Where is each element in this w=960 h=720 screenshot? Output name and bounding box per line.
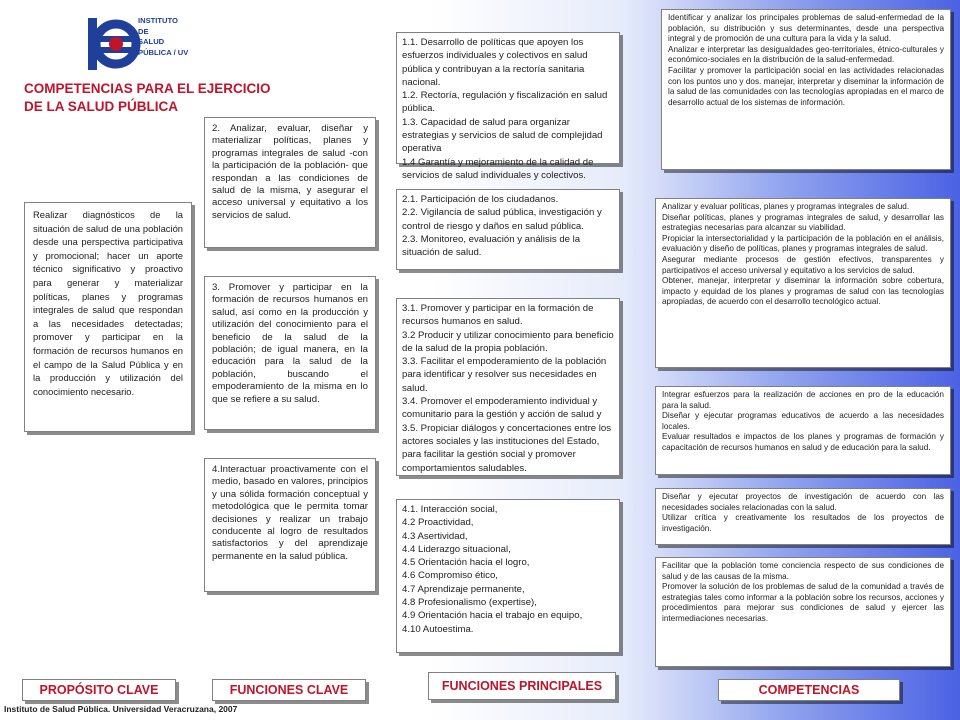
main-function-item: 1.3. Capacidad de salud para organizar estrategias y servicios de salud de complejidad operativa (402, 116, 603, 155)
main-function-item: 3.4. Promover el empoderamiento individual y comunitario para la gestión y acción de salud y (402, 396, 602, 421)
main-function-item: 4.9 Orientación hacia el trabajo en equipo, (402, 610, 583, 622)
logo-line: SALUD (138, 37, 165, 46)
main-function-item: 4.8 Profesionalismo (expertise), (402, 597, 537, 609)
competency-box (655, 198, 951, 368)
main-function-item: 1.1. Desarrollo de políticas que apoyen los esfuerzos individuales y colectivos en salud pública y contribuyan a la rectoría sanitaria nacional. (402, 37, 588, 88)
key-functions-column-label: FUNCIONES CLAVE (212, 679, 366, 701)
logo-line: INSTITUTO (138, 16, 178, 25)
main-function-item: 2.3. Monitoreo, evaluación y análisis de la situación de salud. (402, 233, 581, 259)
competency-item: Diseñar políticas, planes y programas integrales de salud, y desarrollar las estrategias necesarias para alcanzar su viabilidad. (662, 212, 944, 233)
footer-credit: Instituto de Salud Pública. Universidad Veracruzana, 2007 (4, 704, 238, 714)
main-function-item: 4.10 Autoestima. (402, 623, 474, 635)
logo-text (138, 16, 188, 58)
key-function-text: 4.Interactuar proactivamente con el medio, basado en valores, principios y una sólida formación conceptual y metodológica que le permita tomar decisiones y realizar un trabajo conducente al logro de resultados satisfactorios y del aprendizaje permanente en la salud pública. (212, 464, 368, 562)
competency-item: Evaluar resultados e impactos de los planes y programas de formación y capacitación de recursos humanos en salud y de educación para la salud. (662, 432, 944, 452)
competency-item: Diseñar y ejecutar programas educativos de acuerdo a las necesidades locales. (662, 411, 944, 431)
key-function-box (204, 458, 376, 592)
competency-item: Identificar y analizar los principales problemas de salud-enfermedad de la población, su distribución y sus determinantes, desde una perspectiva integral y de promoción de una cultura para la vida y la salud. (668, 13, 944, 44)
page-title-line: DE LA SALUD PÚBLICA (24, 99, 178, 114)
competencies-column-label: COMPETENCIAS (718, 679, 900, 701)
competency-item: Analizar y evaluar políticas, planes y programas integrales de salud. (662, 202, 910, 211)
key-function-text: 3. Promover y participar en la formación de recursos humanos en salud, así como en la producción y utilización del conocimiento para el beneficio de la salud de la población; de igual manera, en la educación para la salud de la población, buscando el empoderamiento de la misma en lo que se refiere a su salud. (212, 282, 368, 405)
competency-box (655, 557, 951, 667)
page-title (24, 80, 271, 116)
main-function-item: 1.4 Garantía y mejoramiento de la calidad de servicios de salud individuales y colectivos. (402, 156, 594, 181)
purpose-column-label: PROPÓSITO CLAVE (22, 679, 176, 701)
competency-item: Asegurar mediante procesos de gestión efectivos, transparentes y participativos el acceso universal y equitativo a los servicios de salud. (662, 254, 944, 275)
main-function-item: 4.5 Orientación hacia el logro, (402, 557, 530, 569)
main-function-item: 3.2 Producir y utilizar conocimiento para beneficio de la salud de la propia población. (402, 329, 614, 354)
key-function-box (204, 276, 376, 430)
competency-box (655, 386, 951, 475)
competency-item: Promover la solución de los problemas de salud de la comunidad a través de estrategias tales como informar a la población sobre los recursos, acciones y procedimientos para mejorar sus condiciones de salud y ejercer las intermediaciones necesarias. (662, 582, 944, 623)
competency-item: Facilitar que la población tome conciencia respecto de sus condiciones de salud y de las causas de la misma. (662, 561, 944, 581)
main-function-item: 4.4 Liderazgo situacional, (402, 543, 511, 555)
competency-item: Utilizar crítica y creativamente los resultados de los proyectos de investigación. (662, 513, 944, 533)
main-function-item: 4.2 Proactividad, (402, 517, 474, 529)
main-function-box (396, 32, 620, 181)
competency-box (655, 488, 951, 545)
key-function-box (204, 117, 376, 248)
key-purpose-text: Realizar diagnósticos de la situación de salud de una población desde una perspectiva participativa y promocional; hacer un aporte técnico significativo y proactivo para generar y materializar políticas, planes y programas integrales de salud que respondan a las necesidades detectadas; promover y participar en la formación de recursos humanos en el campo de la Salud Pública y en la producción y utilización del conocimiento necesario. (33, 209, 183, 397)
key-purpose-box (24, 202, 192, 432)
main-function-box (396, 298, 620, 476)
main-function-item: 3.1. Promover y participar en la formación de recursos humanos en salud. (402, 303, 594, 328)
key-function-text: 2. Analizar, evaluar, diseñar y materializar políticas, planes y programas integrales de salud -con la participación de la población- que respondan a las condiciones de salud de la misma, y asegurar el acceso universal y equitativo a los servicios de salud. (212, 123, 368, 221)
competency-item: Integrar esfuerzos para la realización de acciones en pro de la educación para la salud. (662, 390, 944, 410)
main-function-item: 2.1. Participación de los ciudadanos. (402, 194, 559, 205)
competency-item: Facilitar y promover la participación social en las actividades relacionadas con los puntos uno y dos. manejar, interpretar y diseminar la información de la salud de las comunidades con las tecnologías apropiadas en el marco de desarrollo actual de los sistemas de información. (668, 65, 944, 107)
page-title-line: COMPETENCIAS PARA EL EJERCICIO (24, 81, 271, 96)
main-functions-column-label: FUNCIONES PRINCIPALES (428, 672, 616, 700)
main-function-item: 4.1. Interacción social, (402, 504, 498, 515)
main-function-box (396, 189, 620, 270)
competency-item: Analizar e interpretar las desigualdades geo-territoriales, étnico-culturales y económico-sociales en la distribución de la salud-enfermedad. (668, 44, 944, 65)
main-function-item: 1.2. Rectoría, regulación y fiscalización en salud pública. (402, 90, 608, 115)
main-function-box (396, 499, 620, 653)
main-function-item: 4.7 Aprendizaje permanente, (402, 583, 525, 595)
main-function-item: 4.6 Compromiso ético, (402, 570, 498, 582)
competency-item: Diseñar y ejecutar proyectos de investigación de acuerdo con las necesidades sociales relacionadas con la salud. (662, 492, 944, 512)
competency-item: Obtener, manejar, interpretar y diseminar la información sobre cobertura, impacto y equidad de los planes y programas de salud con las tecnologías apropiadas, de acuerdo con el desarrollo tecnológico actual. (662, 276, 944, 307)
competency-item: Propiciar la intersectorialidad y la participación de la población en el análisis, evaluación y diseño de políticas, planes y programas integrales de salud. (662, 233, 944, 254)
main-function-item: 3.3. Facilitar el empoderamiento de la población para identificar y resolver sus necesidades en salud. (402, 356, 607, 394)
main-function-item: 4.3 Asertividad, (402, 530, 468, 542)
main-function-item: 3.5. Propiciar diálogos y concertaciones entre los actores sociales y las instituciones del Estado, para facilitar la gestión social y promover comportamientos saludables. (402, 422, 612, 474)
competency-box (661, 9, 951, 170)
main-function-item: 2.2. Vigilancia de salud pública, investigación y control de riesgo y daños en salud pública. (402, 207, 602, 232)
logo-line: PÚBLICA / UV (138, 47, 189, 57)
logo-line: DE (138, 26, 149, 36)
